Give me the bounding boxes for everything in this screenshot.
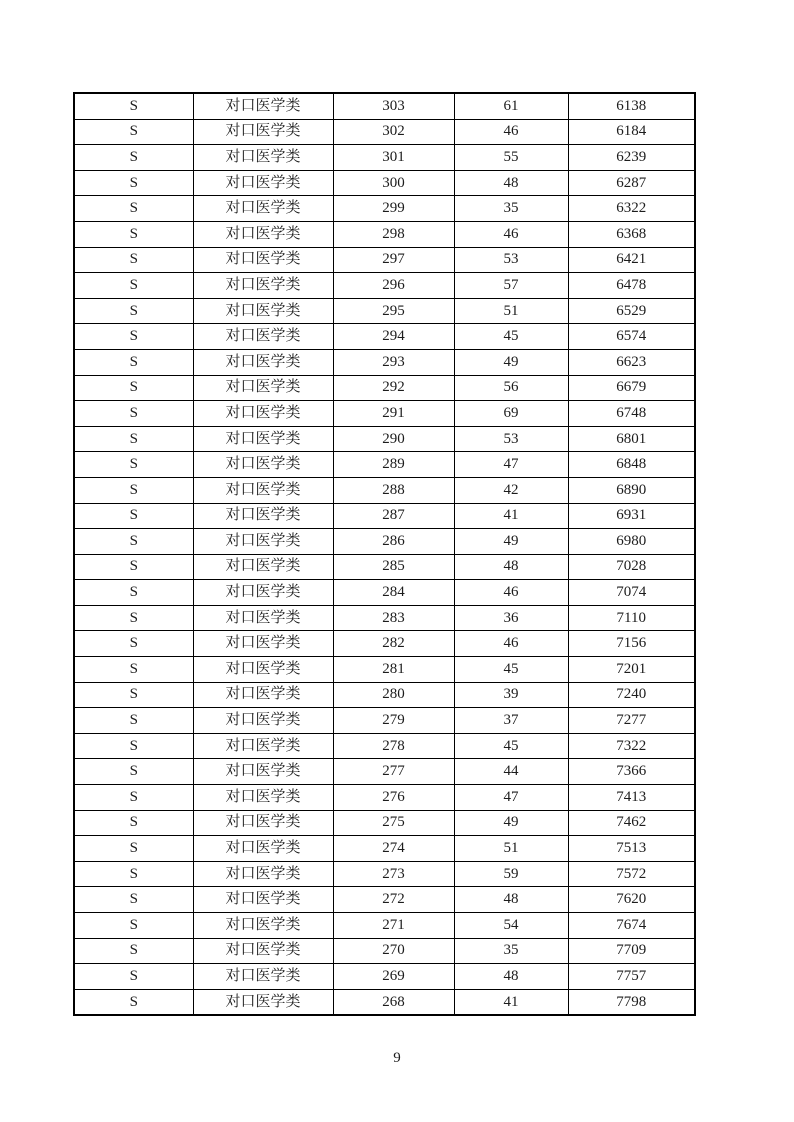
score-cell: 300	[333, 170, 454, 196]
table-row	[74, 145, 695, 171]
cumulative-cell: 7240	[568, 682, 695, 708]
category-cell: 对口医学类	[193, 631, 333, 657]
count-cell: 51	[454, 836, 568, 862]
count-cell: 49	[454, 529, 568, 555]
group-cell: S	[74, 733, 193, 759]
category-cell: 对口医学类	[193, 682, 333, 708]
table-row	[74, 324, 695, 350]
group-cell: S	[74, 401, 193, 427]
score-cell: 277	[333, 759, 454, 785]
cumulative-cell: 7110	[568, 605, 695, 631]
cumulative-cell: 6287	[568, 170, 695, 196]
category-cell: 对口医学类	[193, 605, 333, 631]
category-cell: 对口医学类	[193, 657, 333, 683]
cumulative-cell: 7513	[568, 836, 695, 862]
score-cell: 273	[333, 861, 454, 887]
table-row	[74, 221, 695, 247]
score-cell: 286	[333, 529, 454, 555]
category-cell: 对口医学类	[193, 785, 333, 811]
category-cell: 对口医学类	[193, 401, 333, 427]
group-cell: S	[74, 221, 193, 247]
category-cell: 对口医学类	[193, 298, 333, 324]
group-cell: S	[74, 477, 193, 503]
cumulative-cell: 7074	[568, 580, 695, 606]
count-cell: 48	[454, 554, 568, 580]
cumulative-cell: 7156	[568, 631, 695, 657]
score-cell: 302	[333, 119, 454, 145]
count-cell: 51	[454, 298, 568, 324]
count-cell: 55	[454, 145, 568, 171]
group-cell: S	[74, 682, 193, 708]
group-cell: S	[74, 324, 193, 350]
category-cell: 对口医学类	[193, 196, 333, 222]
group-cell: S	[74, 836, 193, 862]
cumulative-cell: 6322	[568, 196, 695, 222]
count-cell: 35	[454, 938, 568, 964]
group-cell: S	[74, 580, 193, 606]
cumulative-cell: 7798	[568, 989, 695, 1015]
score-cell: 294	[333, 324, 454, 350]
cumulative-cell: 7366	[568, 759, 695, 785]
score-cell: 288	[333, 477, 454, 503]
table-row	[74, 273, 695, 299]
score-cell: 278	[333, 733, 454, 759]
table-row	[74, 759, 695, 785]
score-cell: 271	[333, 913, 454, 939]
count-cell: 53	[454, 426, 568, 452]
group-cell: S	[74, 861, 193, 887]
count-cell: 46	[454, 221, 568, 247]
score-cell: 283	[333, 605, 454, 631]
cumulative-cell: 7757	[568, 964, 695, 990]
score-cell: 296	[333, 273, 454, 299]
group-cell: S	[74, 170, 193, 196]
score-cell: 275	[333, 810, 454, 836]
page-number: 9	[393, 1050, 401, 1066]
table-row	[74, 452, 695, 478]
score-cell: 284	[333, 580, 454, 606]
group-cell: S	[74, 247, 193, 273]
group-cell: S	[74, 887, 193, 913]
count-cell: 59	[454, 861, 568, 887]
score-cell: 287	[333, 503, 454, 529]
group-cell: S	[74, 529, 193, 555]
group-cell: S	[74, 989, 193, 1015]
category-cell: 对口医学类	[193, 349, 333, 375]
cumulative-cell: 7028	[568, 554, 695, 580]
group-cell: S	[74, 913, 193, 939]
group-cell: S	[74, 298, 193, 324]
count-cell: 45	[454, 324, 568, 350]
cumulative-cell: 6478	[568, 273, 695, 299]
table-body	[74, 93, 695, 1015]
cumulative-cell: 6421	[568, 247, 695, 273]
category-cell: 对口医学类	[193, 938, 333, 964]
count-cell: 53	[454, 247, 568, 273]
table-row	[74, 196, 695, 222]
table-row	[74, 554, 695, 580]
group-cell: S	[74, 349, 193, 375]
group-cell: S	[74, 119, 193, 145]
category-cell: 对口医学类	[193, 580, 333, 606]
score-cell: 274	[333, 836, 454, 862]
count-cell: 69	[454, 401, 568, 427]
cumulative-cell: 6931	[568, 503, 695, 529]
score-cell: 269	[333, 964, 454, 990]
cumulative-cell: 6623	[568, 349, 695, 375]
table-row	[74, 733, 695, 759]
table-row	[74, 785, 695, 811]
table-row	[74, 964, 695, 990]
cumulative-cell: 6184	[568, 119, 695, 145]
cumulative-cell: 7709	[568, 938, 695, 964]
count-cell: 56	[454, 375, 568, 401]
count-cell: 57	[454, 273, 568, 299]
category-cell: 对口医学类	[193, 964, 333, 990]
score-cell: 289	[333, 452, 454, 478]
cumulative-cell: 6574	[568, 324, 695, 350]
category-cell: 对口医学类	[193, 452, 333, 478]
count-cell: 48	[454, 964, 568, 990]
count-cell: 37	[454, 708, 568, 734]
count-cell: 46	[454, 631, 568, 657]
group-cell: S	[74, 554, 193, 580]
score-cell: 299	[333, 196, 454, 222]
score-cell: 293	[333, 349, 454, 375]
group-cell: S	[74, 785, 193, 811]
table-row	[74, 682, 695, 708]
category-cell: 对口医学类	[193, 554, 333, 580]
score-cell: 282	[333, 631, 454, 657]
table-row	[74, 580, 695, 606]
category-cell: 对口医学类	[193, 503, 333, 529]
count-cell: 42	[454, 477, 568, 503]
count-cell: 39	[454, 682, 568, 708]
cumulative-cell: 6748	[568, 401, 695, 427]
category-cell: 对口医学类	[193, 810, 333, 836]
table-row	[74, 861, 695, 887]
table-row	[74, 170, 695, 196]
category-cell: 对口医学类	[193, 119, 333, 145]
table-row	[74, 503, 695, 529]
table-row	[74, 887, 695, 913]
score-cell: 276	[333, 785, 454, 811]
table-row	[74, 298, 695, 324]
table-row	[74, 529, 695, 555]
category-cell: 对口医学类	[193, 759, 333, 785]
cumulative-cell: 6890	[568, 477, 695, 503]
category-cell: 对口医学类	[193, 170, 333, 196]
score-cell: 297	[333, 247, 454, 273]
group-cell: S	[74, 196, 193, 222]
score-cell: 303	[333, 93, 454, 119]
score-cell: 298	[333, 221, 454, 247]
table-row	[74, 708, 695, 734]
category-cell: 对口医学类	[193, 708, 333, 734]
category-cell: 对口医学类	[193, 836, 333, 862]
category-cell: 对口医学类	[193, 273, 333, 299]
score-cell: 279	[333, 708, 454, 734]
category-cell: 对口医学类	[193, 324, 333, 350]
score-cell: 292	[333, 375, 454, 401]
table-row	[74, 401, 695, 427]
score-table	[73, 92, 696, 1016]
table-row	[74, 426, 695, 452]
cumulative-cell: 6848	[568, 452, 695, 478]
group-cell: S	[74, 273, 193, 299]
cumulative-cell: 6529	[568, 298, 695, 324]
cumulative-cell: 7674	[568, 913, 695, 939]
count-cell: 61	[454, 93, 568, 119]
count-cell: 41	[454, 503, 568, 529]
count-cell: 49	[454, 810, 568, 836]
category-cell: 对口医学类	[193, 989, 333, 1015]
category-cell: 对口医学类	[193, 861, 333, 887]
table-row	[74, 93, 695, 119]
score-cell: 301	[333, 145, 454, 171]
table-row	[74, 810, 695, 836]
group-cell: S	[74, 375, 193, 401]
group-cell: S	[74, 93, 193, 119]
table-row	[74, 247, 695, 273]
category-cell: 对口医学类	[193, 913, 333, 939]
cumulative-cell: 6239	[568, 145, 695, 171]
count-cell: 35	[454, 196, 568, 222]
table-row	[74, 657, 695, 683]
table-row	[74, 375, 695, 401]
score-cell: 291	[333, 401, 454, 427]
cumulative-cell: 7620	[568, 887, 695, 913]
group-cell: S	[74, 964, 193, 990]
count-cell: 48	[454, 887, 568, 913]
count-cell: 44	[454, 759, 568, 785]
score-cell: 281	[333, 657, 454, 683]
score-cell: 285	[333, 554, 454, 580]
category-cell: 对口医学类	[193, 375, 333, 401]
cumulative-cell: 6368	[568, 221, 695, 247]
count-cell: 45	[454, 657, 568, 683]
score-cell: 270	[333, 938, 454, 964]
category-cell: 对口医学类	[193, 733, 333, 759]
count-cell: 45	[454, 733, 568, 759]
table-row	[74, 349, 695, 375]
group-cell: S	[74, 810, 193, 836]
cumulative-cell: 6679	[568, 375, 695, 401]
group-cell: S	[74, 145, 193, 171]
group-cell: S	[74, 426, 193, 452]
score-cell: 280	[333, 682, 454, 708]
category-cell: 对口医学类	[193, 221, 333, 247]
group-cell: S	[74, 657, 193, 683]
cumulative-cell: 7462	[568, 810, 695, 836]
cumulative-cell: 6801	[568, 426, 695, 452]
count-cell: 48	[454, 170, 568, 196]
category-cell: 对口医学类	[193, 529, 333, 555]
group-cell: S	[74, 452, 193, 478]
cumulative-cell: 7572	[568, 861, 695, 887]
group-cell: S	[74, 503, 193, 529]
count-cell: 54	[454, 913, 568, 939]
group-cell: S	[74, 631, 193, 657]
category-cell: 对口医学类	[193, 145, 333, 171]
category-cell: 对口医学类	[193, 887, 333, 913]
group-cell: S	[74, 605, 193, 631]
table-row	[74, 477, 695, 503]
count-cell: 47	[454, 452, 568, 478]
category-cell: 对口医学类	[193, 477, 333, 503]
table-row	[74, 605, 695, 631]
category-cell: 对口医学类	[193, 93, 333, 119]
score-cell: 295	[333, 298, 454, 324]
count-cell: 49	[454, 349, 568, 375]
cumulative-cell: 6138	[568, 93, 695, 119]
table-row	[74, 989, 695, 1015]
category-cell: 对口医学类	[193, 247, 333, 273]
score-cell: 272	[333, 887, 454, 913]
table-row	[74, 631, 695, 657]
table-row	[74, 913, 695, 939]
cumulative-cell: 7413	[568, 785, 695, 811]
category-cell: 对口医学类	[193, 426, 333, 452]
group-cell: S	[74, 938, 193, 964]
table-row	[74, 938, 695, 964]
table-row	[74, 836, 695, 862]
cumulative-cell: 7277	[568, 708, 695, 734]
group-cell: S	[74, 708, 193, 734]
count-cell: 46	[454, 119, 568, 145]
count-cell: 46	[454, 580, 568, 606]
score-cell: 290	[333, 426, 454, 452]
cumulative-cell: 7322	[568, 733, 695, 759]
group-cell: S	[74, 759, 193, 785]
count-cell: 41	[454, 989, 568, 1015]
cumulative-cell: 6980	[568, 529, 695, 555]
cumulative-cell: 7201	[568, 657, 695, 683]
score-cell: 268	[333, 989, 454, 1015]
count-cell: 36	[454, 605, 568, 631]
count-cell: 47	[454, 785, 568, 811]
table-row	[74, 119, 695, 145]
